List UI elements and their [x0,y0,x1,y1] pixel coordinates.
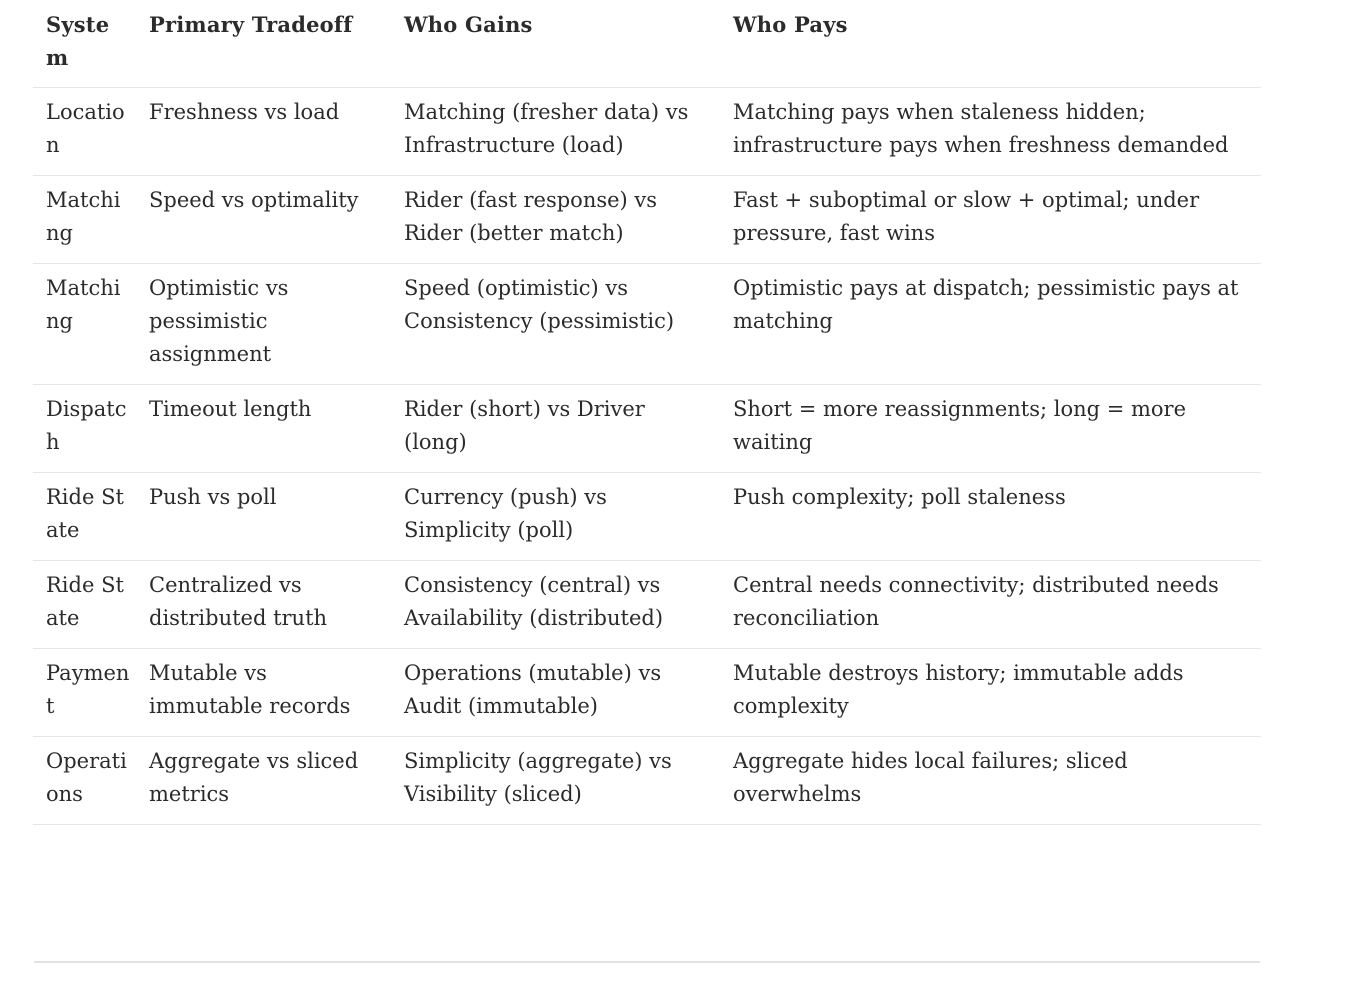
table-header [33,0,1261,88]
cell-who-pays: Fast + suboptimal or slow + optimal; under pressure, fast wins [733,188,1200,245]
cell-primary-tradeoff: Aggregate vs sliced metrics [149,749,359,806]
cell-primary-tradeoff: Timeout length [149,397,312,421]
table-row [33,561,1261,649]
table-row [33,176,1261,264]
cell-system: Ride State [46,485,124,542]
table-row [33,264,1261,385]
cell-who-pays: Aggregate hides local failures; sliced overwhelms [733,749,1128,806]
table-body [33,88,1261,825]
cell-primary-tradeoff: Freshness vs load [149,100,340,124]
tradeoff-table [33,0,1261,825]
cell-primary-tradeoff: Optimistic vs pessimistic assignment [149,276,289,366]
cell-who-gains: Speed (optimistic) vs Consistency (pessimistic) [404,276,675,333]
header-who-pays: Who Pays [733,12,848,37]
table-row [33,473,1261,561]
header-system: System [46,12,110,70]
cell-who-gains: Operations (mutable) vs Audit (immutable) [404,661,662,718]
table-row [33,737,1261,825]
cell-who-gains: Consistency (central) vs Availability (distributed) [404,573,664,630]
cell-who-gains: Matching (fresher data) vs Infrastructure (load) [404,100,689,157]
table-row [33,385,1261,473]
cell-who-pays: Mutable destroys history; immutable adds complexity [733,661,1184,718]
cell-who-pays: Short = more reassignments; long = more waiting [733,397,1187,454]
cell-system: Matching [46,276,121,333]
cell-who-pays: Push complexity; poll staleness [733,485,1066,509]
table-row [33,88,1261,176]
cell-system: Dispatch [46,397,127,454]
section-divider [34,961,1260,963]
cell-primary-tradeoff: Centralized vs distributed truth [149,573,328,630]
cell-who-pays: Matching pays when staleness hidden; infrastructure pays when freshness demanded [733,100,1229,157]
cell-system: Payment [46,661,130,718]
header-who-gains: Who Gains [404,12,533,37]
header-primary-tradeoff: Primary Tradeoff [149,12,353,37]
cell-system: Operations [46,749,127,806]
cell-who-gains: Simplicity (aggregate) vs Visibility (sliced) [404,749,672,806]
cell-system: Matching [46,188,121,245]
cell-primary-tradeoff: Push vs poll [149,485,277,509]
cell-primary-tradeoff: Mutable vs immutable records [149,661,351,718]
cell-system: Location [46,100,125,157]
table-row [33,649,1261,737]
header-row [33,0,1261,88]
cell-who-pays: Optimistic pays at dispatch; pessimistic pays at matching [733,276,1239,333]
cell-who-gains: Rider (short) vs Driver (long) [404,397,645,454]
cell-who-pays: Central needs connectivity; distributed needs reconciliation [733,573,1219,630]
cell-who-gains: Rider (fast response) vs Rider (better match) [404,188,658,245]
cell-system: Ride State [46,573,124,630]
cell-primary-tradeoff: Speed vs optimality [149,188,359,212]
cell-who-gains: Currency (push) vs Simplicity (poll) [404,485,607,542]
